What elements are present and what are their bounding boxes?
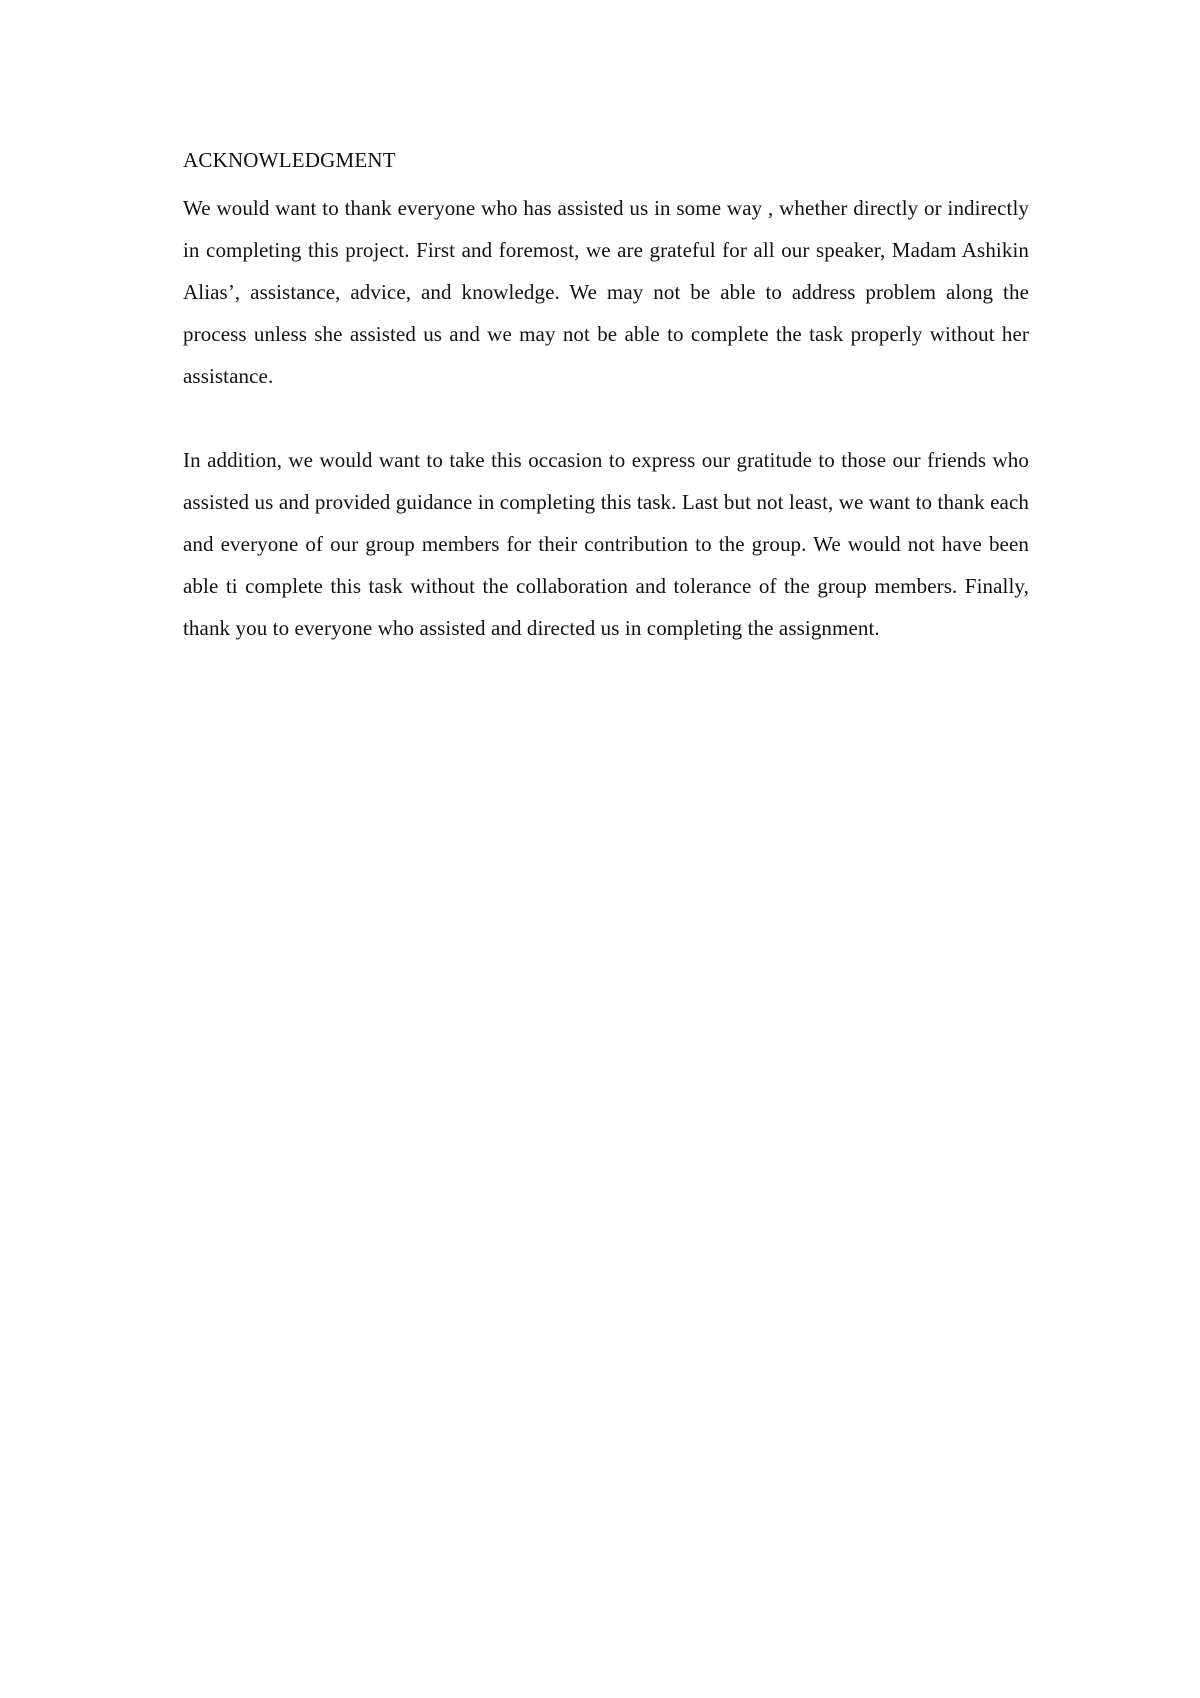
document-body	[183, 145, 1029, 649]
paragraph-2: In addition, we would want to take this occasion to express our gratitude to those our friends who assisted us and provided guidance in completing this task. Last but not least, we want to thank each and everyone of our group members for their contribution to the group. We would not have been able ti complete this task without the collaboration and tolerance of the group members. Finally, thank you to everyone who assisted and directed us in completing the assignment.	[183, 448, 1029, 640]
document-title: ACKNOWLEDGMENT	[183, 148, 396, 172]
paragraph-1: We would want to thank everyone who has assisted us in some way , whether directly or indirectly in completing this project. First and foremost, we are grateful for all our speaker, Madam Ashikin Alias’, assistance, advice, and knowledge. We may not be able to address problem along the process unless she assisted us and we may not be able to complete the task properly without her assistance.	[183, 196, 1029, 388]
